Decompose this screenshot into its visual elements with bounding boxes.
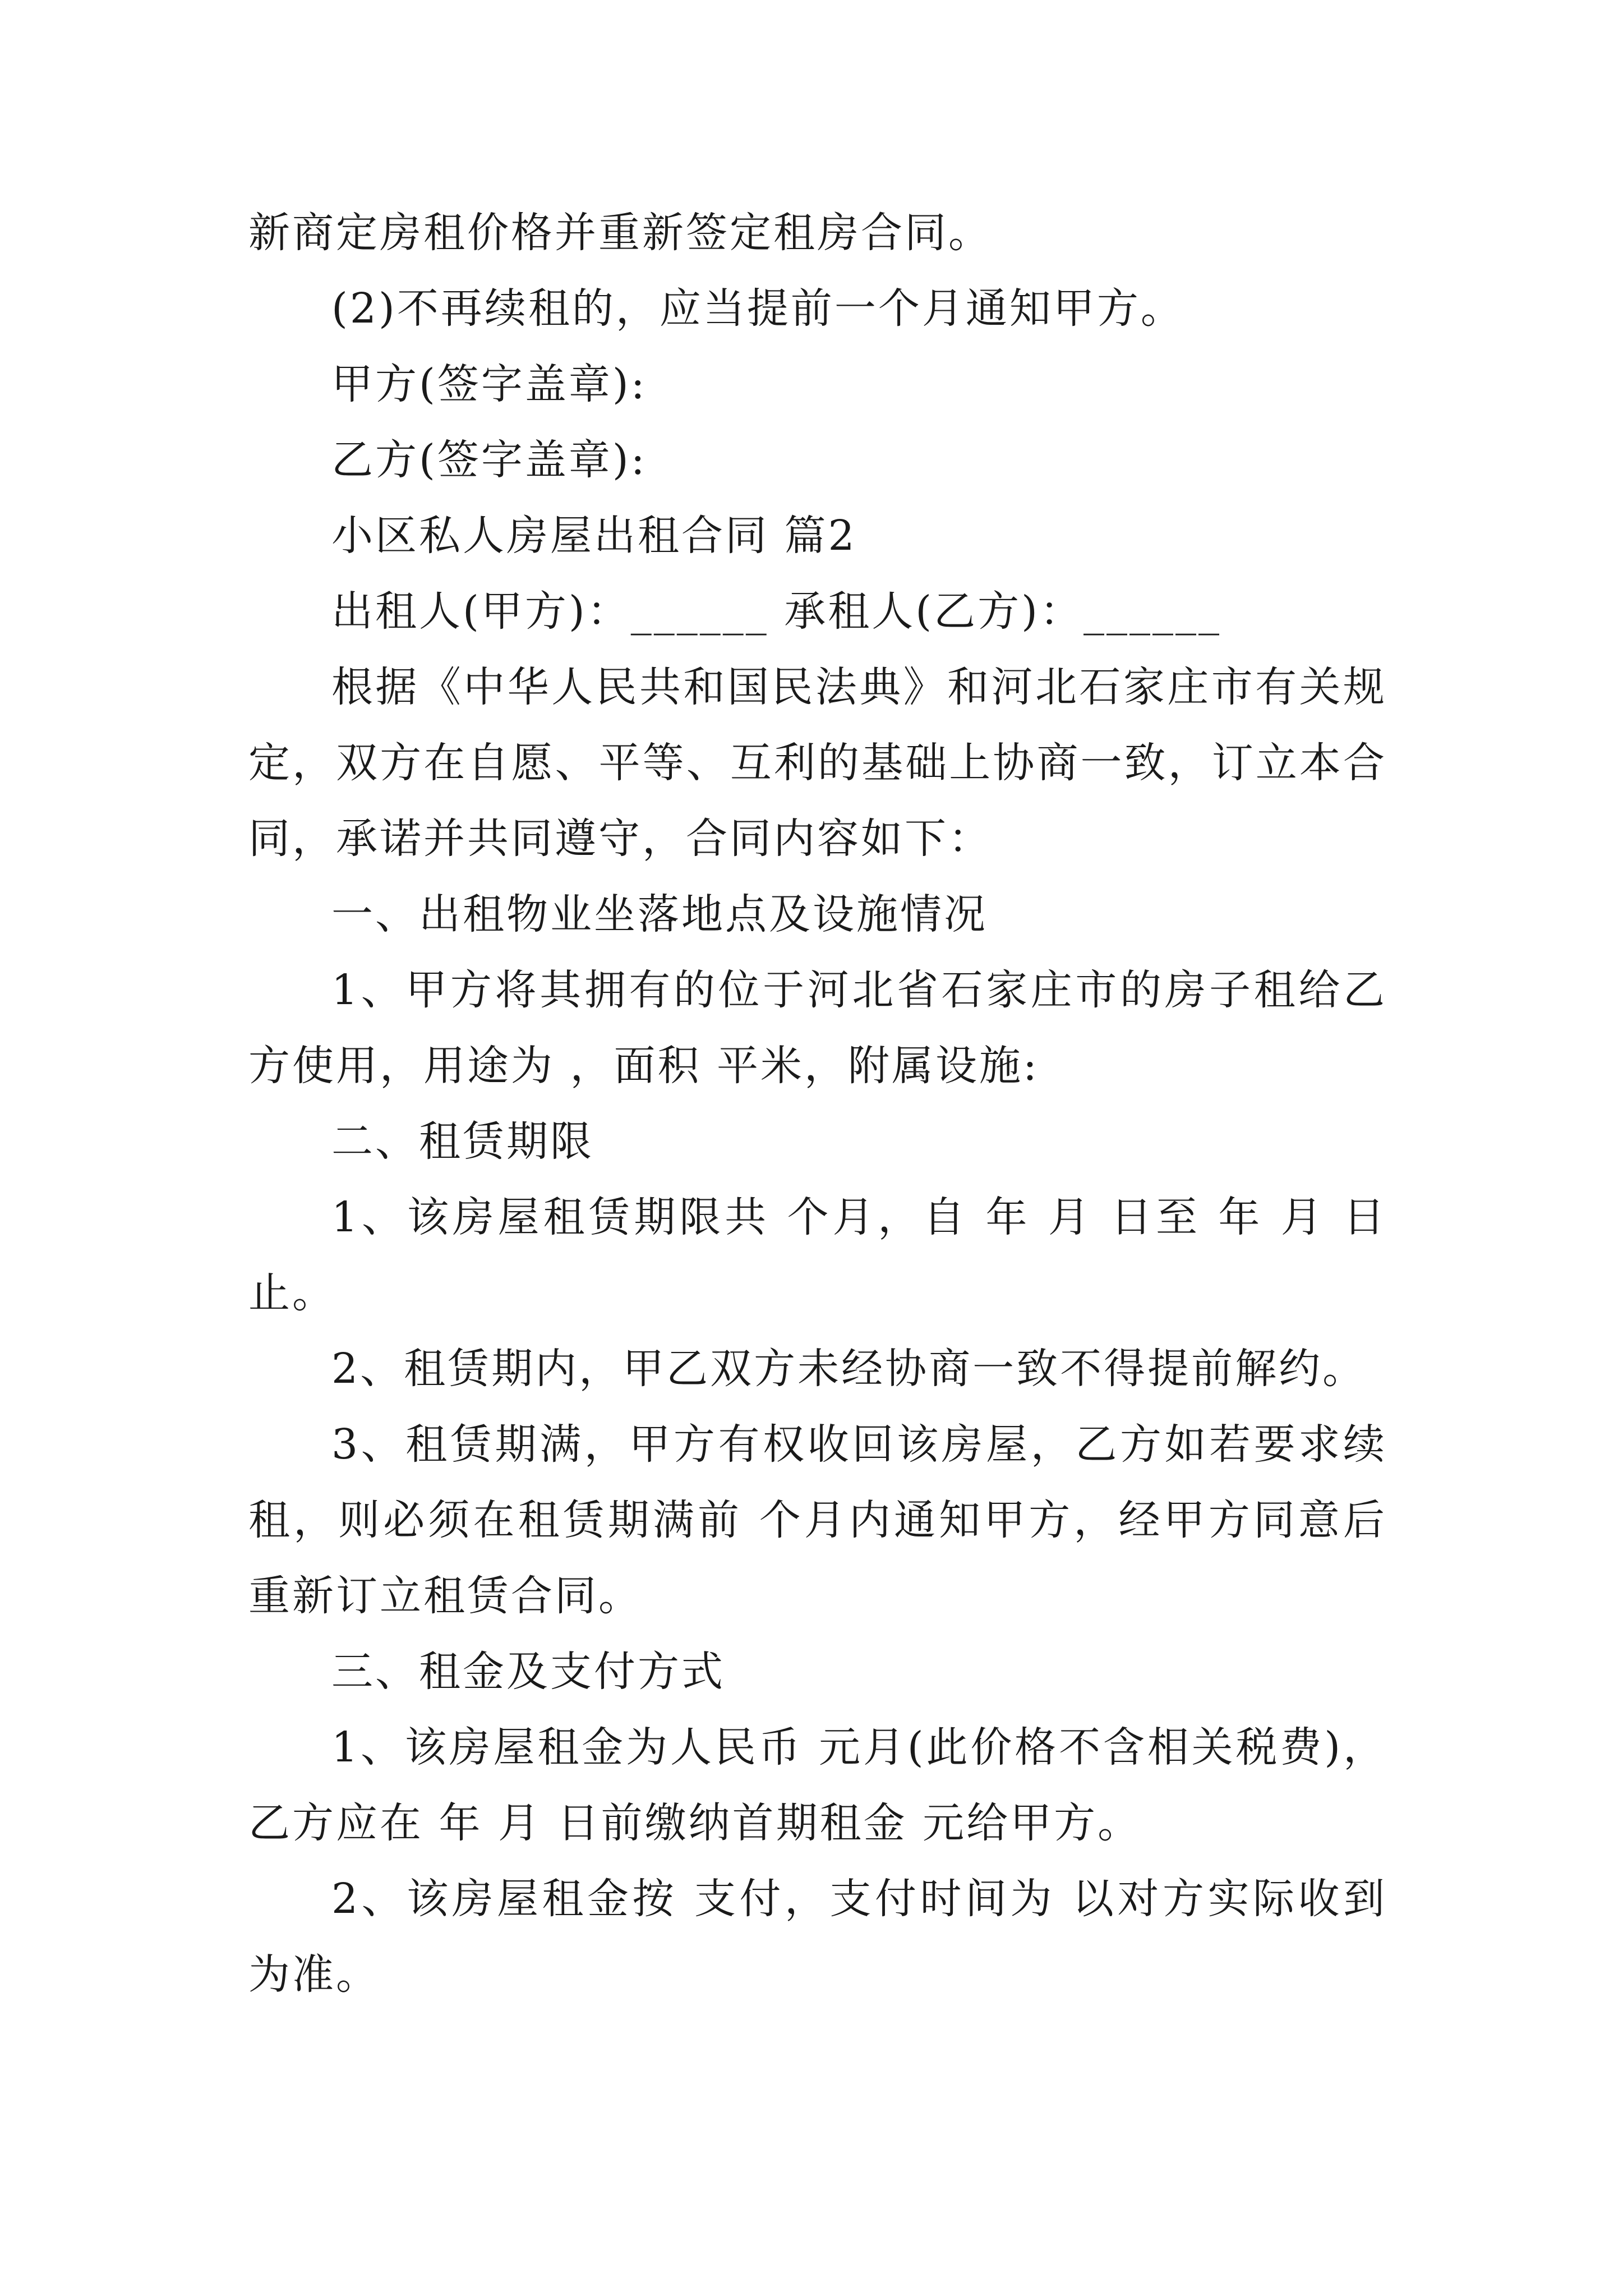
paragraph: 2、该房屋租金按 支付，支付时间为 以对方实际收到为准。 (248, 1875, 1387, 1999)
document-body (248, 195, 1387, 2013)
paragraph: 1、该房屋租赁期限共 个月，自 年 月 日至 年 月 日止。 (248, 1193, 1387, 1317)
paragraph: 根据《中华人民共和国民法典》和河北石家庄市有关规定，双方在自愿、平等、互利的基础上协商一致，订立本合同，承诺并共同遵守，合同内容如下： (248, 663, 1387, 863)
clause-heading: 一、出租物业坐落地点及设施情况 (331, 890, 988, 938)
parties-line: 出租人(甲方)：______ 承租人(乙方)：______ (331, 587, 1222, 636)
clause-heading: 三、租金及支付方式 (331, 1648, 725, 1696)
paragraph: 3、租赁期满，甲方有权收回该房屋，乙方如若要求续租，则必须在租赁期满前 个月内通知甲方，经甲方同意后重新订立租赁合同。 (248, 1420, 1387, 1620)
paragraph: 1、甲方将其拥有的位于河北省石家庄市的房子租给乙方使用，用途为 ，面积 平米，附属设施: (248, 966, 1387, 1090)
clause-heading: 二、租赁期限 (331, 1117, 594, 1166)
paragraph: 1、该房屋租金为人民币 元月(此价格不含相关税费)，乙方应在 年 月 日前缴纳首期租金 元给甲方。 (248, 1723, 1387, 1847)
section-title: 小区私人房屋出租合同 篇2 (331, 512, 857, 560)
signature-line-party-a: 甲方(签字盖章): (331, 360, 647, 408)
paragraph: 新商定房租价格并重新签定租房合同。 (248, 209, 992, 257)
signature-line-party-b: 乙方(签字盖章): (331, 436, 647, 484)
paragraph: 2、租赁期内，甲乙双方未经协商一致不得提前解约。 (331, 1345, 1367, 1393)
paragraph: (2)不再续租的，应当提前一个月通知甲方。 (331, 284, 1184, 333)
